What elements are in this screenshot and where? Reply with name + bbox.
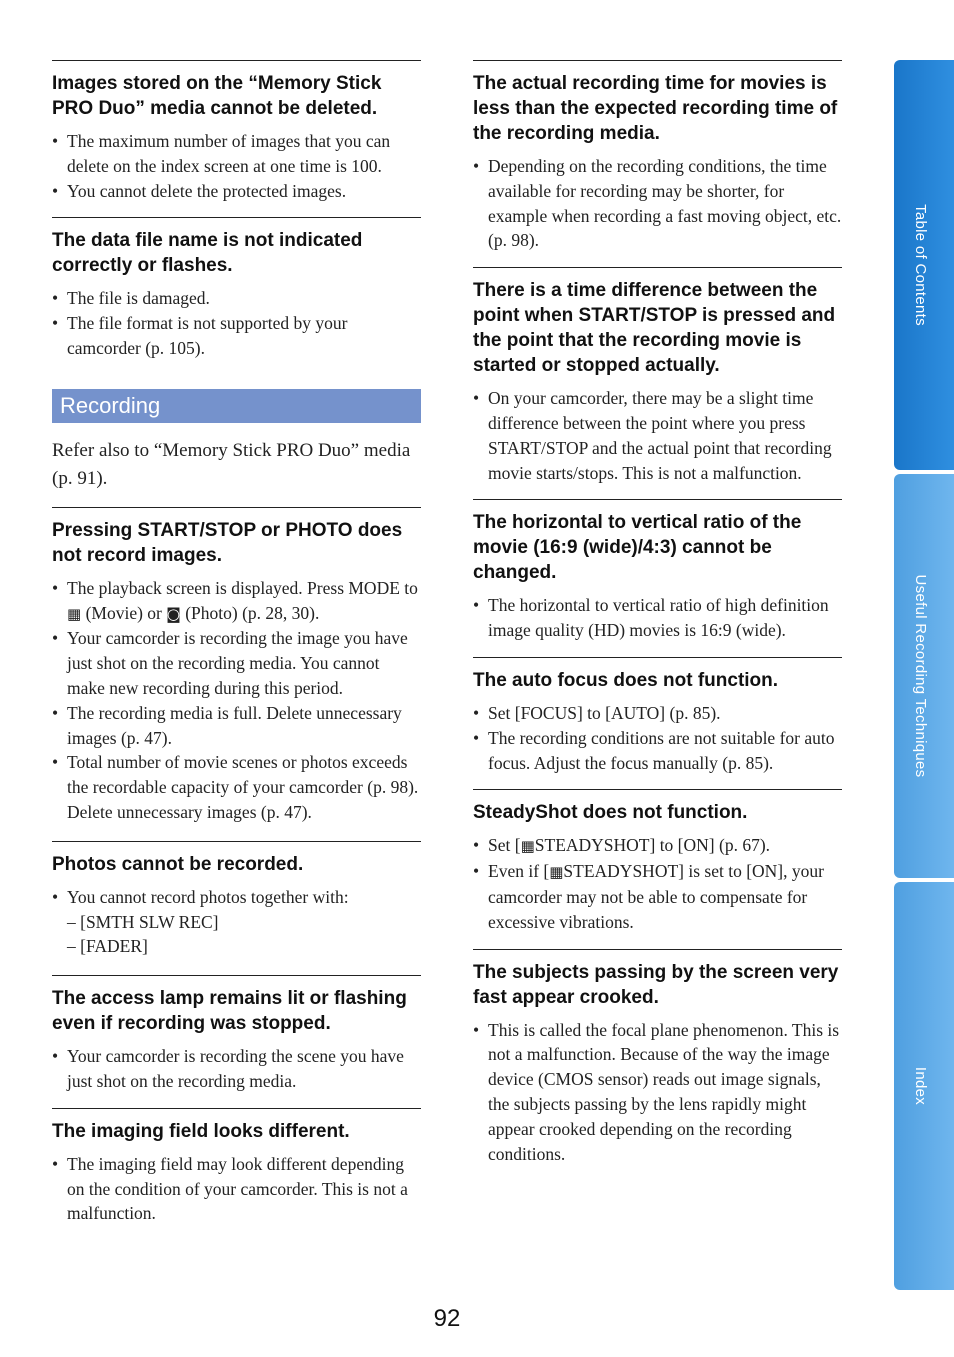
section-steadyshot — [473, 789, 842, 934]
camera-icon: ◙ — [166, 604, 181, 623]
section-heading: There is a time difference between the point when START/STOP is pressed and the point that the recording movie is started or stopped actually. — [473, 280, 836, 377]
section-heading: Photos cannot be recorded. — [52, 853, 304, 875]
movie-mode-icon: ▦ — [520, 837, 535, 856]
bullet-list — [473, 593, 842, 643]
section-aspect-ratio — [473, 499, 842, 643]
tab-useful-recording-techniques[interactable] — [894, 474, 954, 878]
bullet-text: The playback screen is displayed. Press MODE to — [67, 577, 418, 598]
bullet-list — [52, 1044, 421, 1094]
bullet-item: • Your camcorder is recording the scene you have just shot on the recording media. — [52, 1044, 421, 1094]
section-pressing-start-stop — [52, 507, 421, 825]
section-heading: The data file name is not indicated correctly or flashes. — [52, 230, 363, 277]
bullet-item: • The maximum number of images that you can delete on the index screen at one time is 100. — [52, 129, 421, 179]
section-subjects-crooked — [473, 949, 842, 1167]
refer-note: Refer also to “Memory Stick PRO Duo” media (p. 91). — [52, 439, 411, 489]
bullet-item: • The horizontal to vertical ratio of high definition image quality (HD) movies is 16:9 (wide). — [473, 593, 842, 643]
section-heading: The auto focus does not function. — [473, 669, 779, 691]
side-navigation — [894, 60, 954, 1290]
bullet-item: • Depending on the recording conditions, the time available for recording may be shorter, for example when recording a fast moving object, etc. (p. 98). — [473, 154, 842, 253]
section-imaging-field — [52, 1108, 421, 1226]
section-heading: The actual recording time for movies is less than the expected recording time of the recording media. — [473, 73, 838, 144]
bullet-item: • The recording conditions are not suitable for auto focus. Adjust the focus manually (p. 85). — [473, 726, 842, 776]
bullet-item — [473, 833, 842, 859]
movie-mode-icon: ▦ — [549, 863, 564, 882]
movie-mode-icon: ▦ — [67, 604, 82, 623]
bullet-item: • You cannot delete the protected images. — [52, 179, 421, 204]
bullet-list — [52, 885, 421, 910]
section-photos-cannot-be-recorded — [52, 841, 421, 959]
section-heading: The access lamp remains lit or flashing even if recording was stopped. — [52, 988, 407, 1035]
section-heading: The imaging field looks different. — [52, 1120, 350, 1142]
recording-banner: Recording — [52, 389, 421, 423]
bullet-list — [473, 701, 842, 775]
left-column — [52, 60, 421, 1226]
bullet-item: • The file format is not supported by your camcorder (p. 105). — [52, 311, 421, 361]
bullet-list — [52, 286, 421, 360]
tab-index[interactable] — [894, 882, 954, 1290]
bullet-item — [52, 576, 421, 627]
sub-item: – [FADER] — [67, 936, 148, 957]
bullet-list — [473, 154, 842, 253]
tab-label: Useful Recording Techniques — [912, 574, 929, 778]
section-data-file-name — [52, 217, 421, 360]
sub-item: – [SMTH SLW REC] — [67, 911, 219, 932]
bullet-item: • Set [FOCUS] to [AUTO] (p. 85). — [473, 701, 842, 726]
page-number: 92 — [433, 1305, 461, 1332]
bullet-item: • Total number of movie scenes or photos exceeds the recordable capacity of your camcorder (p. 98). Delete unnecessary images (p. 47). — [52, 750, 421, 824]
tab-table-of-contents[interactable] — [894, 60, 954, 470]
tab-label: Index — [912, 1066, 929, 1106]
section-auto-focus — [473, 657, 842, 775]
tab-label: Table of Contents — [912, 204, 929, 326]
section-heading: The horizontal to vertical ratio of the movie (16:9 (wide)/4:3) cannot be changed. — [473, 512, 802, 584]
section-time-difference — [473, 267, 842, 485]
bullet-item: • Your camcorder is recording the image you have just shot on the recording media. You cannot make new recording during this period. — [52, 626, 421, 700]
bullet-item — [473, 859, 842, 934]
bullet-list — [473, 386, 842, 485]
section-images-cannot-be-deleted — [52, 60, 421, 203]
right-column — [473, 60, 842, 1166]
bullet-item: • The recording media is full. Delete unnecessary images (p. 47). — [52, 701, 421, 751]
bullet-list — [52, 1152, 421, 1226]
bullet-text: STEADYSHOT] is set to [ON], your camcorder may not be able to compensate for excessive vibrations. — [488, 861, 824, 932]
bullet-list — [52, 129, 421, 203]
bullet-list — [473, 1018, 842, 1167]
bullet-text: (Photo) (p. 28, 30). — [180, 602, 320, 623]
section-actual-recording-time — [473, 60, 842, 253]
section-heading: The subjects passing by the screen very fast appear crooked. — [473, 961, 839, 1008]
section-heading: Images stored on the “Memory Stick PRO Duo” media cannot be deleted. — [52, 73, 382, 119]
bullet-item: • On your camcorder, there may be a slight time difference between the point where you press START/STOP and the actual point that recording movie starts/stops. This is not a malfunction. — [473, 386, 842, 485]
section-access-lamp — [52, 975, 421, 1094]
bullet-item: • The imaging field may look different depending on the condition of your camcorder. This is not a malfunction. — [52, 1152, 421, 1226]
bullet-text: (Movie) or — [81, 602, 167, 623]
bullet-text: STEADYSHOT] to [ON] (p. 67). — [534, 835, 771, 856]
section-heading: Pressing START/STOP or PHOTO does not record images. — [52, 519, 403, 566]
bullet-text: Set [ — [488, 835, 521, 856]
bullet-item: • This is called the focal plane phenomenon. This is not a malfunction. Because of the way the image device (CMOS sensor) reads out image signals, the subjects passing by the lens rapidly might appear crooked depending on the recording conditions. — [473, 1018, 842, 1167]
bullet-item: • You cannot record photos together with: — [52, 885, 421, 910]
bullet-list — [52, 576, 421, 825]
section-heading: SteadyShot does not function. — [473, 802, 748, 824]
bullet-item: • The file is damaged. — [52, 286, 421, 311]
bullet-text: Even if [ — [488, 861, 550, 882]
bullet-list — [473, 833, 842, 934]
